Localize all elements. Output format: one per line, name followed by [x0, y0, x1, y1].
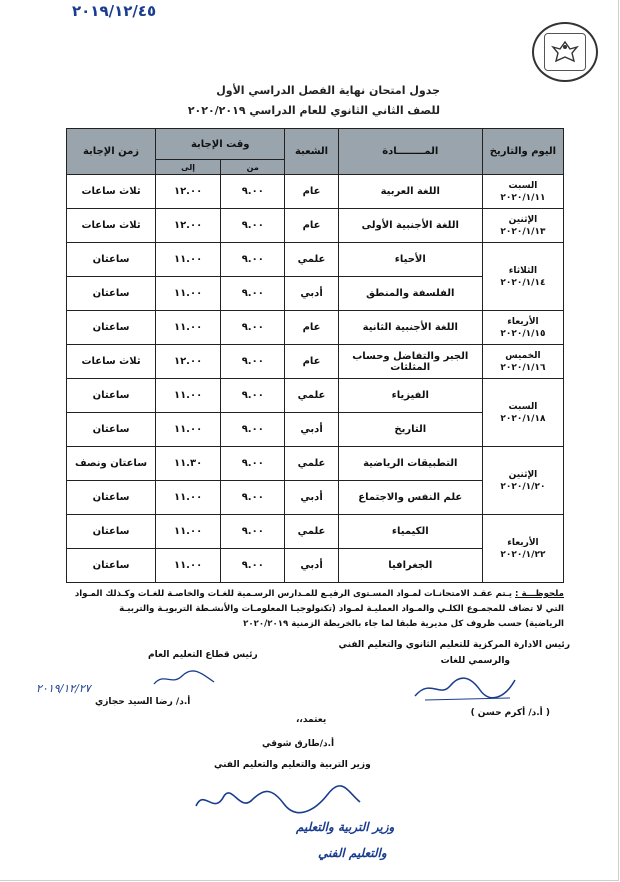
- day-name: الأربعاء: [507, 316, 539, 327]
- division-cell: علمي: [285, 447, 338, 481]
- to-cell: ١١.٠٠: [156, 311, 221, 345]
- division-cell: أدبي: [285, 277, 338, 311]
- table-row: [67, 447, 564, 481]
- to-cell: ١١.٠٠: [156, 277, 221, 311]
- subject-cell: الفلسفة والمنطق: [338, 277, 482, 311]
- to-cell: ١٢.٠٠: [156, 209, 221, 243]
- header-division: الشعبة: [285, 129, 338, 175]
- document-number-stamp: ٢٠١٩/١٢/٤٥: [72, 2, 157, 20]
- header-duration: زمن الإجابة: [67, 129, 156, 175]
- approval-label: يعتمد،،: [296, 715, 327, 725]
- central-admin-title: رئيس الادارة المركزية للتعليم الثانوي والتعليم الفني: [338, 640, 570, 650]
- from-cell: ٩.٠٠: [221, 379, 285, 413]
- ministry-logo: [532, 22, 598, 82]
- to-cell: ١٢.٠٠: [156, 345, 221, 379]
- division-cell: أدبي: [285, 549, 338, 583]
- day-date-cell: [482, 447, 563, 515]
- header-from: من: [221, 160, 285, 175]
- from-cell: ٩.٠٠: [221, 481, 285, 515]
- duration-cell: ثلاث ساعات: [67, 209, 156, 243]
- sector-head-date: ٢٠١٩/١٢/٢٧: [36, 682, 91, 695]
- table-row: [67, 515, 564, 549]
- to-cell: ١١.٠٠: [156, 243, 221, 277]
- exam-date: ٢٠٢٠/١/١٣: [500, 226, 546, 237]
- note-label: ملحوظـــة :: [515, 589, 564, 599]
- header-day-date: اليوم والتاريخ: [482, 129, 563, 175]
- day-name: الخميس: [505, 350, 541, 361]
- division-cell: أدبي: [285, 413, 338, 447]
- day-date-cell: [482, 379, 563, 447]
- duration-cell: ساعتان: [67, 243, 156, 277]
- day-name: السبت: [508, 180, 538, 191]
- to-cell: ١١.٠٠: [156, 549, 221, 583]
- note-line-1: يـتم عقـد الامتحانـات لمـواد المسـتوى الرفيـع للمـدارس الرسـمية للغـات والخاصـة للغـات وكـذلك المـواد: [74, 589, 513, 599]
- exam-date: ٢٠٢٠/١/١١: [500, 192, 546, 203]
- to-cell: ١١.٣٠: [156, 447, 221, 481]
- to-cell: ١٢.٠٠: [156, 175, 221, 209]
- exam-date: ٢٠٢٠/١/١٤: [500, 277, 546, 288]
- from-cell: ٩.٠٠: [221, 277, 285, 311]
- header-answer-time: وقت الإجابة: [156, 129, 285, 160]
- minister-stamp-line-2: والتعليم الفني: [318, 846, 387, 860]
- document-subtitle: للصف الثاني الثانوي للعام الدراسي ٢٠٢٠/٢٠١٩: [187, 104, 440, 117]
- from-cell: ٩.٠٠: [221, 447, 285, 481]
- subject-cell: اللغة الأجنبية الأولى: [338, 209, 482, 243]
- duration-cell: ثلاث ساعات: [67, 345, 156, 379]
- table-row: [67, 345, 564, 379]
- from-cell: ٩.٠٠: [221, 311, 285, 345]
- minister-stamp-line-1: وزير التربية والتعليم: [296, 820, 395, 834]
- subject-cell: الجبر والتفاضل وحساب المثلثات: [338, 345, 482, 379]
- day-name: الإثنين: [508, 469, 538, 480]
- subject-cell: الكيمياء: [338, 515, 482, 549]
- minister-name: أ.د/طارق شوقي: [262, 739, 335, 749]
- duration-cell: ساعتان: [67, 549, 156, 583]
- document-title: جدول امتحان نهاية الفصل الدراسي الأول: [216, 84, 440, 97]
- from-cell: ٩.٠٠: [221, 175, 285, 209]
- subject-cell: علم النفس والاجتماع: [338, 481, 482, 515]
- duration-cell: ساعتان: [67, 311, 156, 345]
- exam-table-body: [67, 175, 564, 583]
- subject-cell: التاريخ: [338, 413, 482, 447]
- central-admin-title-2: والرسمي للغات: [440, 656, 510, 666]
- day-date-cell: [482, 175, 563, 209]
- exam-date: ٢٠٢٠/١/١٦: [500, 362, 546, 373]
- from-cell: ٩.٠٠: [221, 243, 285, 277]
- day-date-cell: [482, 243, 563, 311]
- division-cell: عام: [285, 345, 338, 379]
- central-admin-name: ( أ.د/ أكرم حسن ): [470, 708, 550, 718]
- exam-date: ٢٠٢٠/١/١٥: [500, 328, 546, 339]
- table-row: [67, 379, 564, 413]
- table-row: [67, 311, 564, 345]
- exam-date: ٢٠٢٠/١/٢٢: [500, 549, 546, 560]
- subject-cell: التطبيقات الرياضية: [338, 447, 482, 481]
- table-row: [67, 175, 564, 209]
- note-line-2: التي لا تضاف للمجمـوع الكلـي والمـواد العمليـة لمـواد (تكنولوجيـا المعلومـات والأنشـطة التربويـة والتربيـة: [119, 604, 564, 614]
- note-line-3: الرياضية) حسب ظروف كل مديرية طبقا لما جاء بالخريطة الزمنية ٢٠٢٠/٢٠١٩: [243, 619, 564, 629]
- day-name: الإثنين: [508, 214, 538, 225]
- exam-date: ٢٠٢٠/١/١٨: [500, 413, 546, 424]
- subject-cell: اللغة العربية: [338, 175, 482, 209]
- subject-cell: الفيزياء: [338, 379, 482, 413]
- header-subject: المــــــــادة: [338, 129, 482, 175]
- day-date-cell: [482, 515, 563, 583]
- from-cell: ٩.٠٠: [221, 515, 285, 549]
- exam-schedule-table: [66, 128, 564, 583]
- division-cell: علمي: [285, 243, 338, 277]
- duration-cell: ساعتان: [67, 413, 156, 447]
- division-cell: عام: [285, 311, 338, 345]
- to-cell: ١١.٠٠: [156, 515, 221, 549]
- duration-cell: ساعتان: [67, 481, 156, 515]
- day-name: السبت: [508, 401, 538, 412]
- table-row: [67, 209, 564, 243]
- to-cell: ١١.٠٠: [156, 413, 221, 447]
- subject-cell: الأحياء: [338, 243, 482, 277]
- day-date-cell: [482, 311, 563, 345]
- sector-head-title: رئيس قطاع التعليم العام: [148, 650, 258, 660]
- duration-cell: ساعتان: [67, 379, 156, 413]
- central-admin-signature: [410, 668, 520, 708]
- from-cell: ٩.٠٠: [221, 209, 285, 243]
- day-name: الأربعاء: [507, 537, 539, 548]
- division-cell: عام: [285, 175, 338, 209]
- day-date-cell: [482, 345, 563, 379]
- division-cell: أدبي: [285, 481, 338, 515]
- minister-signature: [188, 782, 368, 822]
- day-name: الثلاثاء: [508, 265, 538, 276]
- day-date-cell: [482, 209, 563, 243]
- header-to: إلى: [156, 160, 221, 175]
- to-cell: ١١.٠٠: [156, 481, 221, 515]
- duration-cell: ساعتان: [67, 277, 156, 311]
- table-row: [67, 243, 564, 277]
- division-cell: عام: [285, 209, 338, 243]
- minister-title: وزير التربية والتعليم والتعليم الفني: [214, 760, 371, 770]
- duration-cell: ثلاث ساعات: [67, 175, 156, 209]
- duration-cell: ساعتان: [67, 515, 156, 549]
- division-cell: علمي: [285, 379, 338, 413]
- subject-cell: الجغرافيا: [338, 549, 482, 583]
- from-cell: ٩.٠٠: [221, 345, 285, 379]
- from-cell: ٩.٠٠: [221, 549, 285, 583]
- to-cell: ١١.٠٠: [156, 379, 221, 413]
- sector-head-name: أ.د/ رضا السيد حجازي: [95, 697, 191, 707]
- eagle-emblem-icon: [544, 33, 586, 71]
- sector-head-signature: [150, 668, 220, 690]
- duration-cell: ساعتان ونصف: [67, 447, 156, 481]
- note-block: [66, 587, 564, 632]
- exam-date: ٢٠٢٠/١/٢٠: [500, 481, 546, 492]
- division-cell: علمي: [285, 515, 338, 549]
- subject-cell: اللغة الأجنبية الثانية: [338, 311, 482, 345]
- from-cell: ٩.٠٠: [221, 413, 285, 447]
